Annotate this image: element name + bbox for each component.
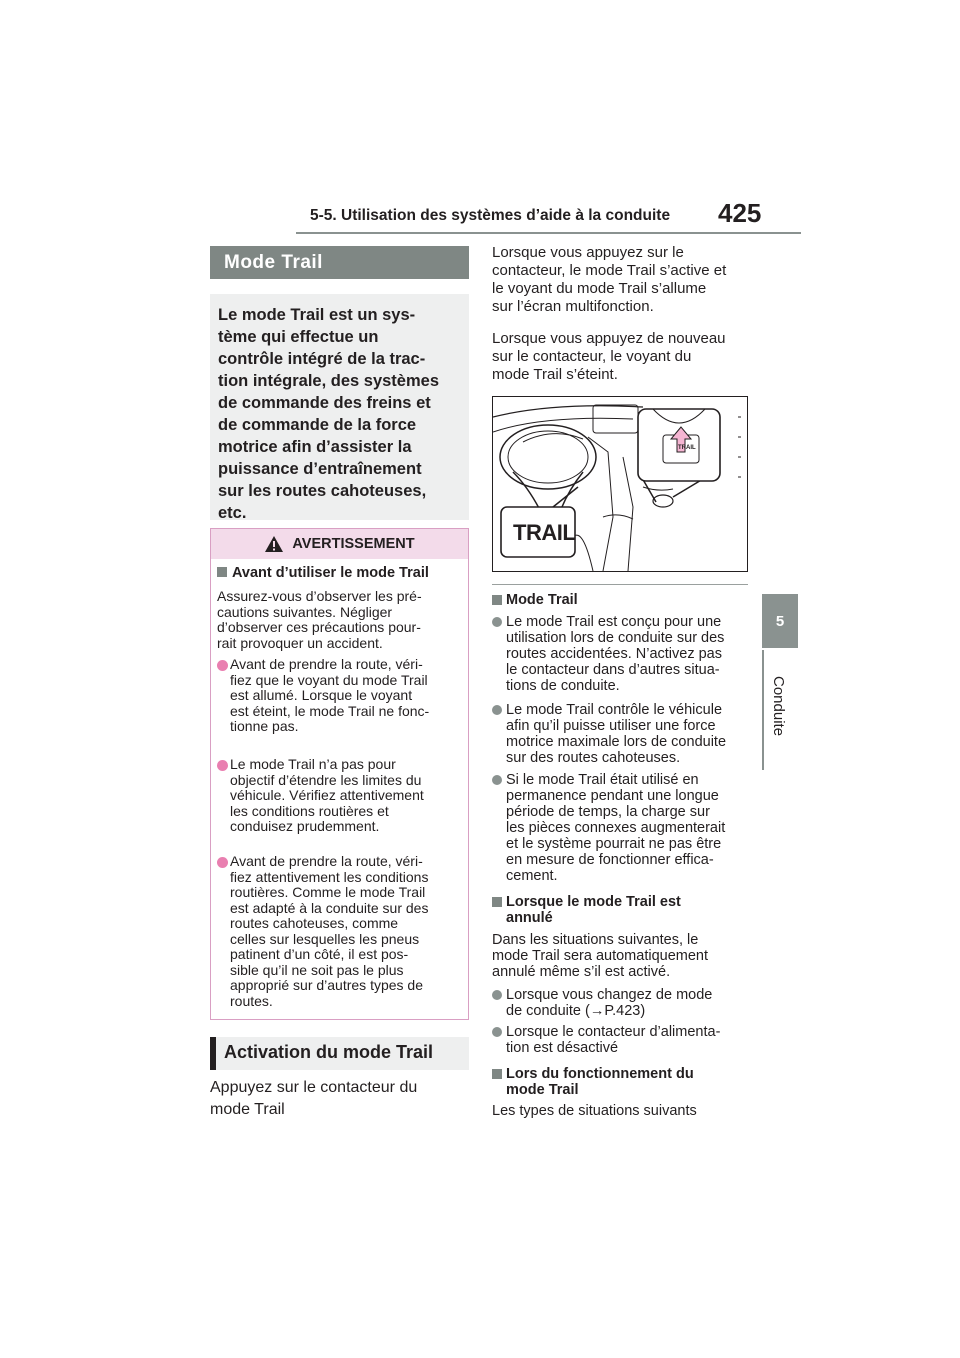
mode-trail-heading: Mode Trail — [210, 246, 469, 279]
bullet-dot-icon — [217, 857, 228, 868]
warning-title: AVERTISSEMENT — [292, 536, 415, 552]
intro-box — [210, 294, 469, 520]
note-bullet-text: Le mode Trail contrôle le véhicule afin qu’il puisse utiliser une force motrice maximale lors de conduite sur des routes cahoteuses. — [506, 702, 727, 766]
note-bullet — [492, 702, 750, 766]
warning-bullet-text: Avant de prendre la route, véri- fiez attentivement les conditions routières. Comme le mode Trail est adapté à la conduite sur des routes cahoteuses, comme celles sur lesquelles les pneus patinent d’un côté, il est pos- sible qu’il ne soit pas le plus approprié sur d’autres types de routes. — [230, 853, 429, 1009]
note-bullet-text: Si le mode Trail était utilisé en permanence pendant une longue période de temps, la charge sur les pièces connexes augmenterait et le système pourrait ne pas être en mesure de fonctionner effica- cement. — [506, 772, 726, 884]
chapter-tab: 5 — [762, 594, 798, 648]
activation-heading: Activation du mode Trail — [210, 1037, 469, 1070]
note-bullet-text: Le mode Trail est conçu pour une utilisation lors de conduite sur des routes accidentées. N’activez pas le contacteur dans d’autres situa- tions de conduite. — [506, 614, 725, 694]
activation-instruction: Appuyez sur le contacteur du mode Trail — [210, 1079, 418, 1118]
bullet-dot-icon — [492, 617, 502, 627]
note-bullet — [492, 614, 750, 694]
square-bullet-icon — [492, 595, 502, 605]
warning-bullet — [217, 757, 465, 835]
activation-paragraph-2: Lorsque vous appuyez de nouveau sur le contacteur, le voyant du mode Trail s’éteint. — [492, 330, 726, 383]
warning-bullet-text: Avant de prendre la route, véri- fiez que le voyant du mode Trail est allumé. Lorsque le voyant est éteint, le mode Trail ne fonc- tionne pas. — [230, 656, 430, 734]
operation-body: Les types de situations suivants — [492, 1103, 697, 1119]
mode-trail-notes-heading-text: Mode Trail — [506, 592, 578, 608]
warning-bullet — [217, 657, 465, 735]
warning-header — [211, 529, 468, 559]
warning-box — [210, 528, 469, 1020]
warning-bullet — [217, 854, 465, 1009]
warning-bullet-text: Le mode Trail n’a pas pour objectif d’étendre les limites du véhicule. Vérifiez attentivement les conditions routières et conduisez prudemment. — [230, 756, 424, 834]
cancel-body: Dans les situations suivantes, le mode Trail sera automatiquement annulé même s’il est activé. — [492, 932, 708, 980]
cancel-heading-text: Lorsque le mode Trail est annulé — [506, 894, 681, 926]
warning-body: Assurez-vous d’observer les pré- cautions suivantes. Négliger d’observer ces précautions pour- rait provoquer un accident. — [217, 588, 422, 651]
cancel-heading — [492, 894, 750, 926]
bullet-dot-icon — [492, 705, 502, 715]
figure-rule — [492, 584, 748, 585]
cancel-bullet — [492, 1024, 750, 1056]
cancel-bullet — [492, 987, 750, 1019]
trail-switch-illustration — [492, 396, 748, 572]
square-bullet-icon — [217, 567, 227, 577]
cancel-bullet-text: Lorsque le contacteur d’alimenta- tion est désactivé — [506, 1024, 721, 1056]
operation-heading — [492, 1066, 750, 1098]
bullet-dot-icon — [492, 775, 502, 785]
page-number: 425 — [718, 198, 762, 228]
chapter-tab-rule — [762, 650, 764, 770]
note-bullet — [492, 772, 750, 884]
trail-button-label: TRAIL — [678, 445, 696, 451]
bullet-dot-icon — [492, 1027, 502, 1037]
square-bullet-icon — [492, 897, 502, 907]
bullet-dot-icon — [492, 990, 502, 1000]
intro-text: Le mode Trail est un sys- tème qui effectue un contrôle intégré de la trac- tion intégrale, des systèmes de commande des freins et de commande de la force motrice afin d’assister la puissance d’entraînement sur les routes cahoteuses, etc. — [218, 306, 440, 522]
trail-indicator-label: TRAIL — [513, 520, 576, 545]
warning-subheading-text: Avant d’utiliser le mode Trail — [232, 565, 429, 581]
warning-subheading — [217, 566, 429, 582]
operation-heading-text: Lors du fonctionnement du mode Trail — [506, 1066, 694, 1098]
cancel-bullet-text: Lorsque vous changez de mode de conduite (→P.423) — [506, 987, 713, 1019]
square-bullet-icon — [492, 1069, 502, 1079]
header-rule — [296, 232, 801, 234]
bullet-dot-icon — [217, 660, 228, 671]
activation-paragraph-1: Lorsque vous appuyez sur le contacteur, le mode Trail s’active et le voyant du mode Trail s’allume sur l’écran multifonction. — [492, 244, 727, 315]
bullet-dot-icon — [217, 760, 228, 771]
chapter-label: Conduite — [770, 676, 787, 737]
warning-triangle-icon — [264, 535, 284, 553]
section-title: 5-5. Utilisation des systèmes d’aide à la conduite — [310, 207, 671, 224]
mode-trail-notes-heading — [492, 592, 750, 608]
